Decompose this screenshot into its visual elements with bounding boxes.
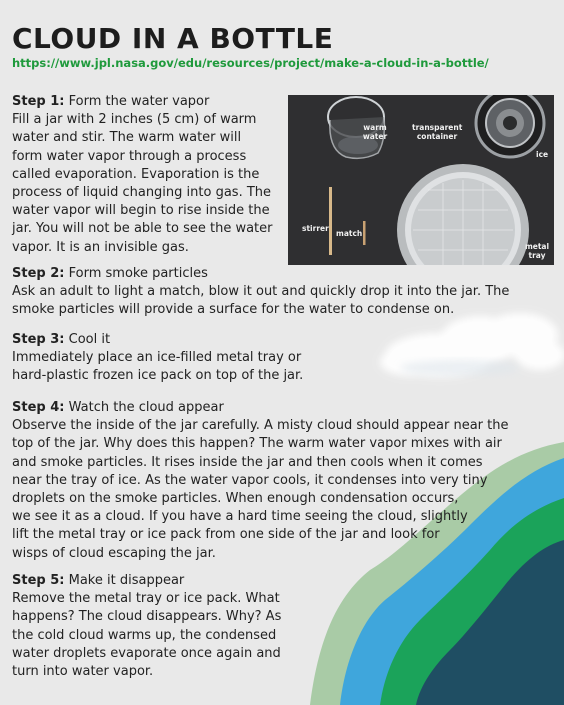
transparent-container <box>476 95 544 157</box>
step-5-title: Make it disappear <box>68 573 185 588</box>
step-4-title: Watch the cloud appear <box>68 400 224 415</box>
step-5-line: happens? The cloud disappears. Why? As <box>12 609 282 625</box>
label-warm-water: warm water <box>362 123 388 141</box>
step-2-line: Ask an adult to light a match, blow it out and quickly drop it into the jar. The <box>12 284 510 300</box>
step-5-line: turn into water vapor. <box>12 664 154 680</box>
step-5 <box>12 572 312 681</box>
step-3 <box>12 331 372 386</box>
step-1-line: jar. You will not be able to see the water <box>12 221 273 237</box>
step-3-line: hard-plastic frozen ice pack on top of the jar. <box>12 368 304 384</box>
step-1-line: water vapor will begin to rise inside the <box>12 203 270 219</box>
label-transparent-container: transparent container <box>412 123 463 141</box>
step-1-line: water and stir. The warm water will <box>12 130 242 146</box>
step-5-line: Remove the metal tray or ice pack. What <box>12 591 280 607</box>
step-1-line: vapor. It is an invisible gas. <box>12 239 189 255</box>
match <box>363 221 366 245</box>
step-5-line: the cold cloud warms up, the condensed <box>12 627 277 643</box>
step-2-line: smoke particles will provide a surface for the water to condense on. <box>12 302 455 318</box>
step-2-title: Form smoke particles <box>68 266 208 281</box>
step-4-line: and smoke particles. It rises inside the jar and then cools when it comes <box>12 454 483 470</box>
step-4-heading: Step 4: <box>12 400 65 415</box>
step-2-heading: Step 2: <box>12 266 65 281</box>
step-3-heading: Step 3: <box>12 332 65 347</box>
step-2 <box>12 265 557 320</box>
step-3-line: Immediately place an ice-filled metal tray or <box>12 350 302 366</box>
step-4-line: we see it as a cloud. If you have a hard time seeing the cloud, slightly <box>12 509 468 525</box>
label-metal-tray: metal tray <box>524 242 550 260</box>
label-match: match <box>336 229 363 238</box>
step-4 <box>12 399 557 563</box>
step-3-title: Cool it <box>68 332 111 347</box>
step-4-line: top of the jar. Why does this happen? The warm water vapor mixes with air <box>12 436 502 452</box>
source-url[interactable]: https://www.jpl.nasa.gov/edu/resources/project/make-a-cloud-in-a-bottle/ <box>12 56 489 70</box>
step-4-line: lift the metal tray or ice pack from one side of the jar and look for <box>12 527 440 543</box>
materials-photo <box>288 95 554 265</box>
stirrer <box>329 187 332 255</box>
step-1 <box>12 93 276 257</box>
step-1-line: called evaporation. Evaporation is the <box>12 166 260 182</box>
step-4-line: Observe the inside of the jar carefully. A misty cloud should appear near the <box>12 418 509 434</box>
step-4-line: wisps of cloud escaping the jar. <box>12 545 216 561</box>
step-1-line: Fill a jar with 2 inches (5 cm) of warm <box>12 112 257 128</box>
label-ice: ice <box>536 150 549 159</box>
step-1-line: process of liquid changing into gas. The <box>12 185 272 201</box>
step-5-heading: Step 5: <box>12 573 65 588</box>
step-1-line: form water vapor through a process <box>12 148 247 164</box>
step-5-line: water droplets evaporate once again and <box>12 645 281 661</box>
label-stirrer: stirrer <box>302 224 329 233</box>
step-4-line: near the tray of ice. As the water vapor cools, it condenses into very tiny <box>12 472 488 488</box>
step-4-line: droplets on the smoke particles. When enough condensation occurs, <box>12 491 459 507</box>
step-1-heading: Step 1: <box>12 94 65 109</box>
metal-tray <box>397 164 529 265</box>
page-title: CLOUD IN A BOTTLE <box>12 22 334 55</box>
step-1-title: Form the water vapor <box>68 94 210 109</box>
